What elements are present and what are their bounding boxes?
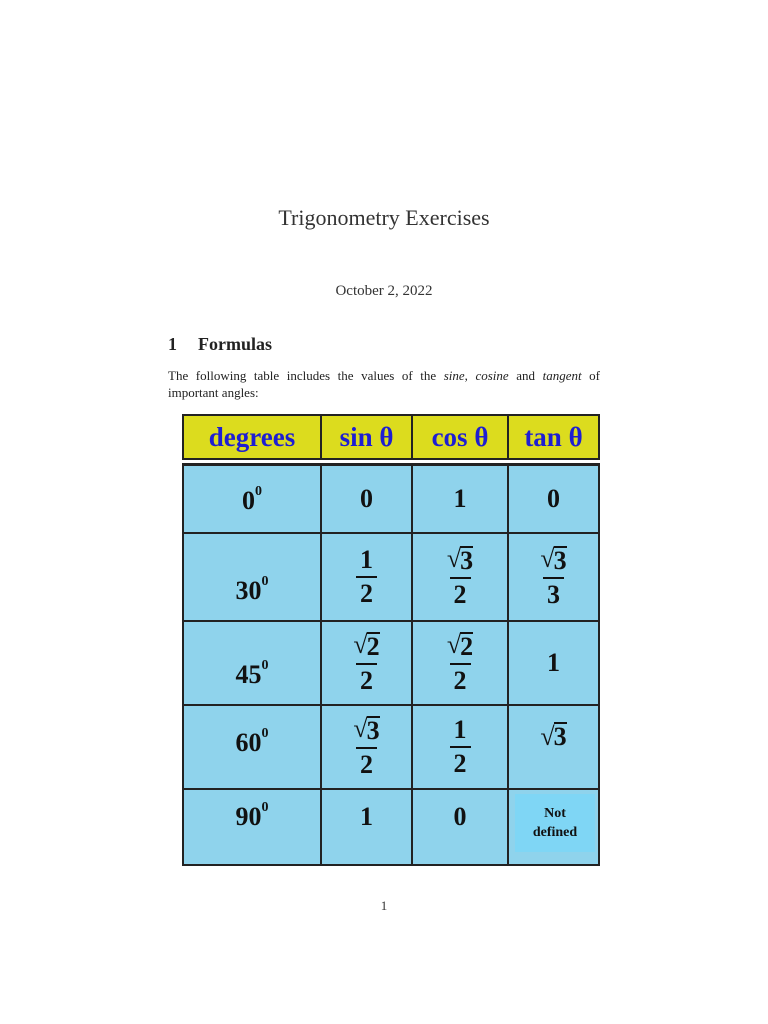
cell-cos: 0 — [413, 790, 509, 864]
cell-tan — [509, 534, 598, 620]
cell-sin — [322, 706, 413, 788]
not-defined-badge: Not defined — [515, 794, 595, 852]
document-date: October 2, 2022 — [335, 283, 433, 299]
para-text: and — [508, 368, 543, 383]
table-body — [182, 464, 600, 866]
cell-tan: √ 3 — [540, 722, 567, 751]
header-cos: cos θ — [413, 416, 509, 458]
section-heading — [168, 334, 272, 355]
cell-cos — [413, 534, 509, 620]
sqrt-icon: √ — [446, 544, 462, 573]
table-row — [184, 622, 598, 706]
para-sine: sine — [443, 368, 465, 383]
fraction: √ 2 2 — [446, 630, 474, 695]
cell-degree: $0^0$ — [184, 466, 322, 532]
cell-degree: $60^0$ — [184, 706, 322, 788]
cell-tan — [509, 790, 598, 864]
table-header-row — [182, 414, 600, 460]
section-title: Formulas — [198, 334, 272, 354]
header-degrees: degrees — [184, 416, 322, 458]
cell-sin — [322, 534, 413, 620]
document-title: Trigonometry Exercises — [278, 205, 490, 230]
cell-degree: $30^0$ — [184, 534, 322, 620]
table-row — [184, 466, 598, 534]
fraction: √ 3 2 — [353, 714, 380, 779]
cell-cos: 1 — [413, 466, 509, 532]
fraction: $\frac{1}{2}$ — [450, 717, 471, 777]
header-sin: sin θ — [322, 416, 413, 458]
sqrt-icon: √ — [540, 544, 555, 573]
sqrt-icon: √ — [540, 722, 555, 751]
cell-cos — [413, 622, 509, 704]
cell-sin: 0 — [322, 466, 413, 532]
sqrt-icon: √ — [353, 714, 368, 743]
cell-cos — [413, 706, 509, 788]
fraction: $\frac{1}{2}$ — [356, 547, 377, 607]
para-text: of important angles: — [168, 368, 600, 400]
cell-tan: 1 — [547, 648, 560, 677]
cell-tan: 0 — [547, 484, 560, 513]
cell-degree: $45^0$ — [184, 622, 322, 704]
header-tan: tan θ — [524, 421, 583, 452]
page-number: 1 — [380, 898, 388, 913]
section-number: 1 — [168, 334, 177, 354]
para-text: The following table includes the values of the — [168, 368, 444, 383]
para-text: , — [464, 368, 476, 383]
cell-sin — [322, 622, 413, 704]
table-row — [184, 706, 598, 790]
fraction: √ 3 2 — [446, 544, 474, 609]
cell-degree: $90^0$ — [184, 790, 322, 864]
trig-values-table — [182, 414, 600, 866]
cell-sin: 1 — [322, 790, 413, 864]
intro-paragraph — [168, 367, 600, 401]
table-row — [184, 790, 598, 864]
table-row — [184, 534, 598, 622]
sqrt-icon: √ — [353, 630, 368, 659]
para-tangent: tangent — [542, 368, 582, 383]
fraction: √ 2 2 — [353, 630, 380, 695]
fraction: √ 3 3 — [540, 544, 567, 609]
para-cosine: cosine — [475, 368, 509, 383]
sqrt-icon: √ — [446, 630, 462, 659]
